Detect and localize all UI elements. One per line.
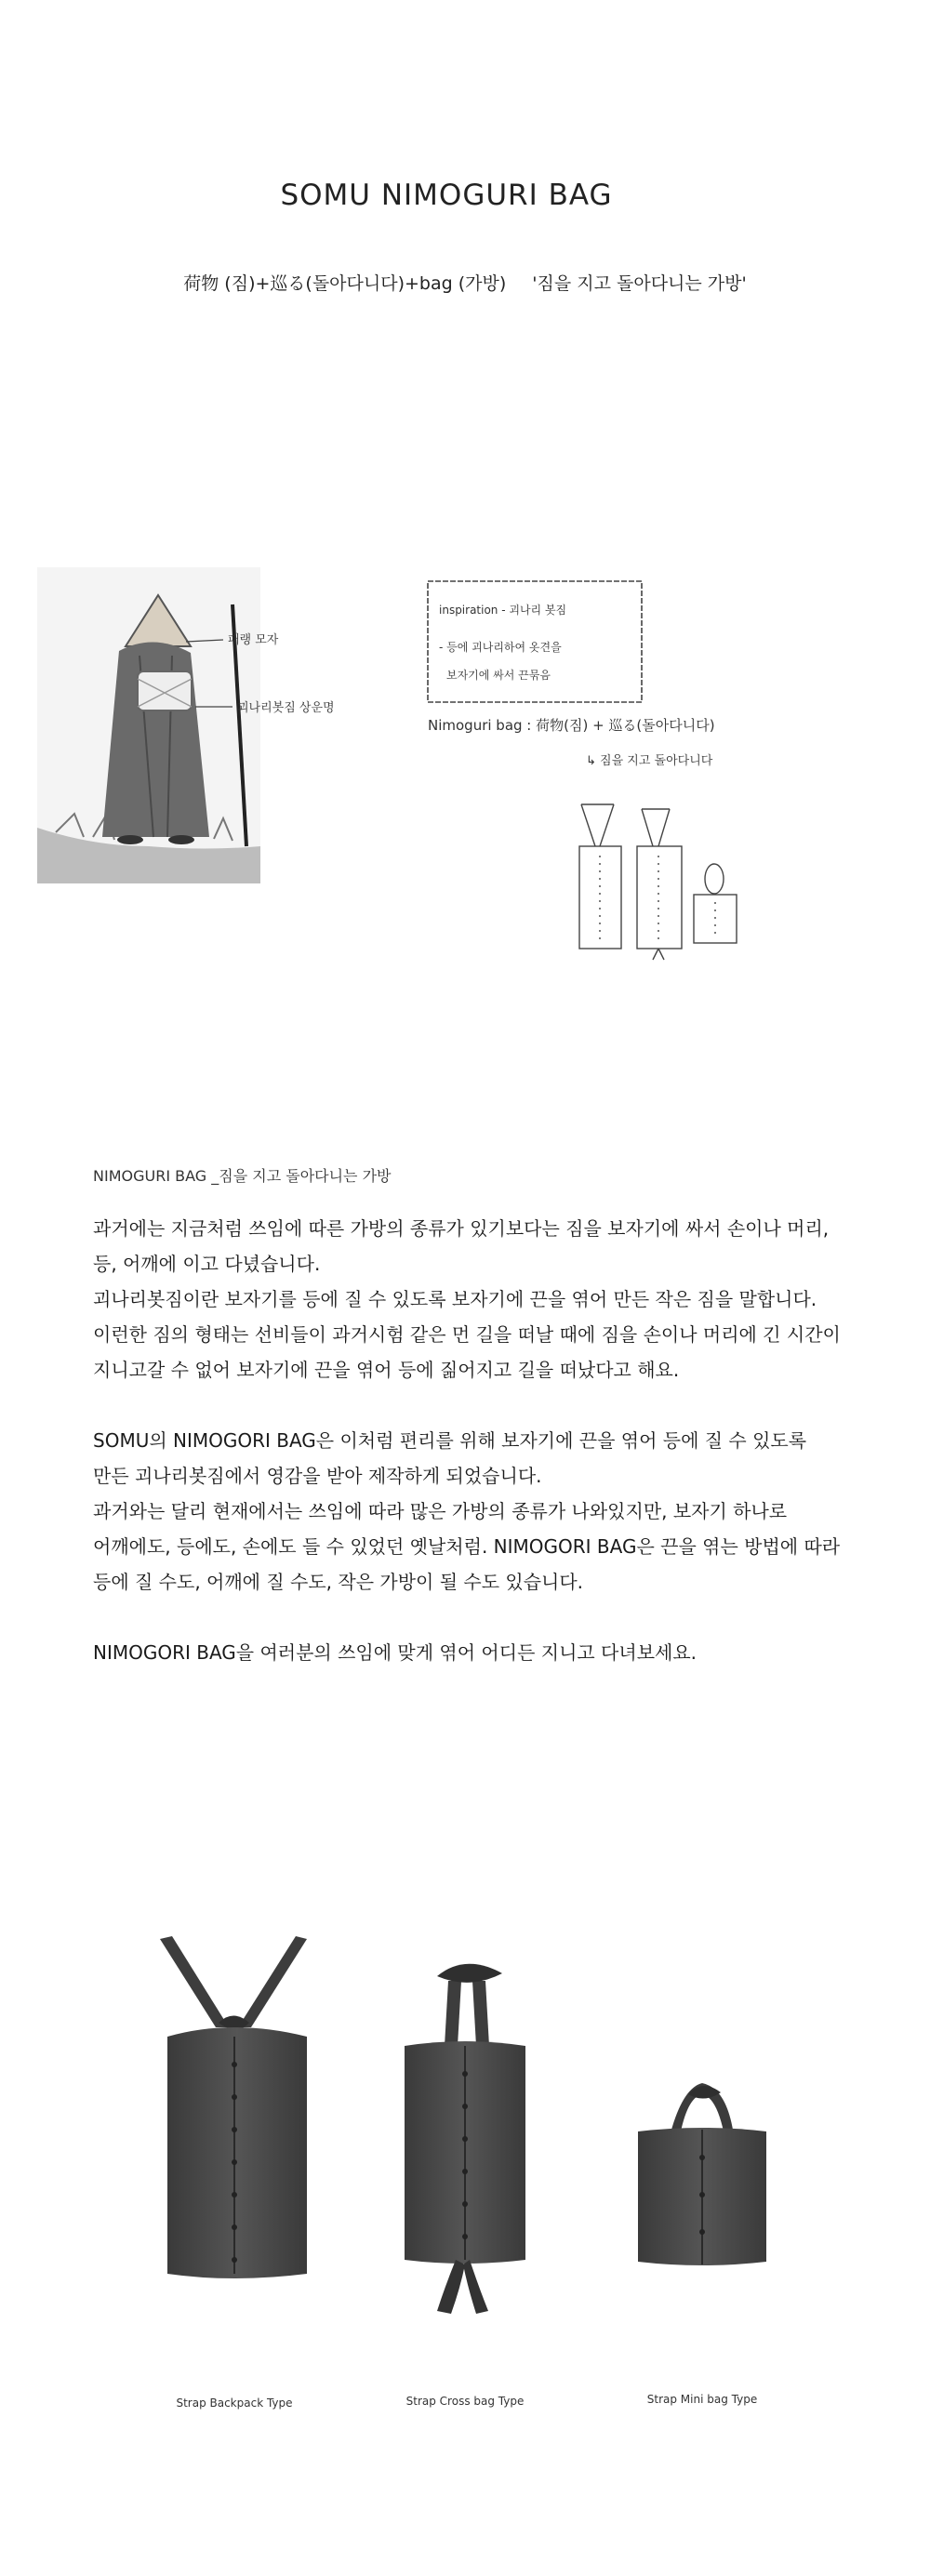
page-title: SOMU NIMOGURI BAG (280, 179, 613, 212)
text-line: 이런한 짐의 형태는 선비들이 과거시험 같은 먼 길을 떠날 때에 짐을 손이나 머리에 긴 시간이 (93, 1323, 841, 1346)
text-line: SOMU의 NIMOGORI BAG은 이처럼 편리를 위해 보자기에 끈을 엮어 등에 질 수 있도록 (93, 1429, 807, 1452)
section-label: NIMOGURI BAG _짐을 지고 돌아다니는 가방 (93, 1167, 392, 1185)
inspiration-sketch (37, 567, 856, 1032)
text-line: 만든 괴나리봇짐에서 영감을 받아 제작하게 되었습니다. (93, 1465, 542, 1487)
subtitle-meaning: '짐을 지고 돌아다니는 가방' (532, 273, 747, 294)
caption-crossbag: Strap Cross bag Type (405, 2395, 525, 2408)
product-lineup (0, 1897, 930, 2455)
caption-minibag: Strap Mini bag Type (646, 2393, 758, 2406)
paragraph (93, 1635, 893, 1670)
box-line-1: inspiration - 괴나리 봇짐 (439, 604, 567, 617)
text-line: 과거와는 달리 현재에서는 쓰임에 따라 많은 가방의 종류가 나와있지만, 보자기 하나로 (93, 1500, 788, 1522)
text-line: 등에 질 수도, 어깨에 질 수도, 작은 가방이 될 수도 있습니다. (93, 1571, 584, 1593)
note-bundle: 괴나리봇짐 상운명 (237, 701, 335, 715)
subtitle (0, 270, 930, 295)
bag-sketches (579, 804, 737, 960)
text-line: 지니고갈 수 없어 보자기에 끈을 엮어 등에 짊어지고 길을 떠났다고 해요. (93, 1359, 680, 1381)
note-hat: 패랭 모자 (228, 633, 279, 647)
arrow-note: ↳ 짐을 지고 돌아다니다 (586, 754, 713, 768)
formula-note: Nimoguri bag : 荷物(짐) + 巡る(돌아다니다) (428, 717, 715, 734)
text-line: NIMOGORI BAG을 여러분의 쓰임에 맞게 엮어 어디든 지니고 다녀보세요. (93, 1641, 698, 1664)
caption-backpack: Strap Backpack Type (176, 2397, 293, 2410)
backpack-bag-image (160, 1936, 307, 2278)
paragraph (93, 1211, 893, 1388)
text-line: 등, 어깨에 이고 다녔습니다. (93, 1253, 321, 1275)
text-line: 괴나리봇짐이란 보자기를 등에 질 수 있도록 보자기에 끈을 엮어 만든 작은 짐을 말합니다. (93, 1288, 817, 1310)
inspiration-box (428, 581, 642, 702)
crossbag-image (405, 1964, 525, 2314)
minibag-image (638, 2083, 766, 2265)
traveler-photo (37, 567, 260, 883)
text-line: 어깨에도, 등에도, 손에도 들 수 있었던 옛날처럼. NIMOGORI BAG은 끈을 엮는 방법에 따라 (93, 1535, 841, 1558)
paragraph (93, 1423, 893, 1600)
subtitle-etymology: 荷物 (짐)+巡る(돌아다니다)+bag (가방) (183, 273, 507, 294)
text-line: 과거에는 지금처럼 쓰임에 따른 가방의 종류가 있기보다는 짐을 보자기에 싸서 손이나 머리, (93, 1217, 830, 1240)
box-line-3: 보자기에 싸서 끈묶음 (446, 669, 551, 682)
description-body (93, 1211, 893, 1706)
box-line-2: - 등에 괴나리하여 옷견을 (439, 641, 562, 654)
